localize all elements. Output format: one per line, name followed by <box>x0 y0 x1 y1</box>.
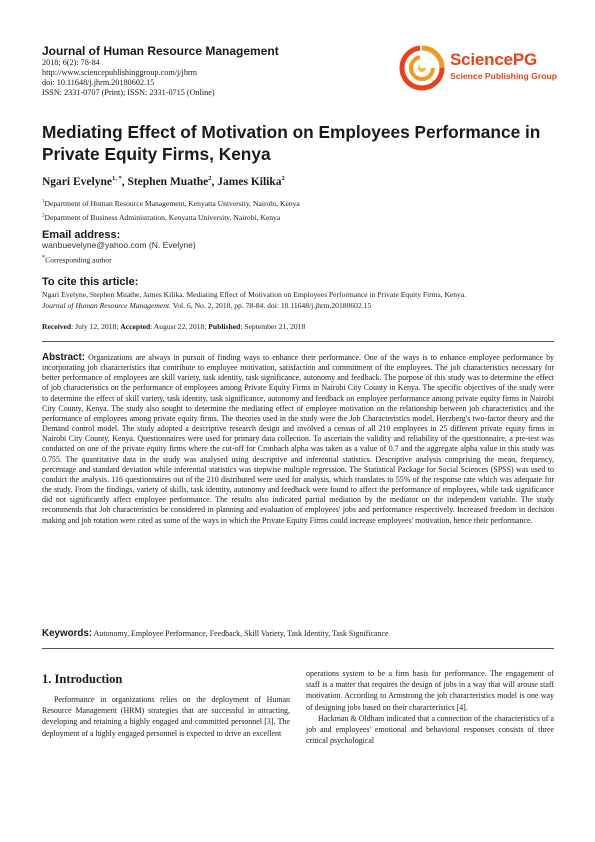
keywords-label: Keywords: <box>42 628 93 639</box>
affiliation <box>42 199 300 208</box>
accepted-date: : August 22, 2018; <box>150 322 209 331</box>
author-superscript: 2 <box>208 175 212 182</box>
affiliation-number: 1 <box>42 199 45 205</box>
accepted-label: Accepted <box>120 322 151 331</box>
cite-line-2 <box>42 301 371 310</box>
published-date: : September 21, 2018 <box>240 322 306 331</box>
author-superscript: 1, * <box>111 175 122 182</box>
paragraph: Performance in organizations relies on the deployment of Human Resource Management (HRM) strategies that are successful in attracting, developing and retaining a highly engaged and committed personnel [3]. The deployment of a highly engaged personnel is expected to drive an excellent <box>42 695 290 738</box>
sciencepg-logo <box>398 44 578 90</box>
paragraph: operations system to be a firm basis for performance. The engagement of staff is a matter that requires the design of jobs in a way that will arouse staff motivation. According to Armstrong the job characteristics model is one way of designing jobs based on their characteristics [4]. <box>306 669 554 712</box>
author-name: Stephen Muathe <box>127 175 209 188</box>
cite-line-1: Ngari Evelyne, Stephen Muathe, James Kilika. Mediating Effect of Motivation on Employees Performance in Private Equity Firms, Kenya. <box>42 290 467 299</box>
corresponding-text: Corresponding author <box>45 255 112 265</box>
issn-line: ISSN: 2331-0707 (Print); ISSN: 2331-0715 (Online) <box>42 88 215 97</box>
received-date: : July 12, 2018; <box>71 322 121 331</box>
cite-details: Vol. 6, No. 2, 2018, pp. 78-84. doi: 10.11648/j.jhrm.20180602.15 <box>171 301 372 310</box>
divider <box>42 648 554 649</box>
volume-line: 2018; 6(2): 78-84 <box>42 58 100 67</box>
section-heading: 1. Introduction <box>42 672 123 686</box>
cite-journal: Journal of Human Resource Management. <box>42 301 171 310</box>
email-heading: Email address: <box>42 229 121 241</box>
published-label: Published <box>208 322 241 331</box>
divider <box>42 341 554 342</box>
abstract <box>42 353 554 526</box>
email-address[interactable]: wanbuevelyne@yahoo.com (N. Evelyne) <box>42 240 196 250</box>
doi-line: doi: 10.11648/j.jhrm.20180602.15 <box>42 78 155 87</box>
affiliation-text: Department of Human Resource Management, Kenyatta University, Nairobi, Kenya <box>44 199 300 208</box>
journal-url[interactable]: http://www.sciencepublishinggroup.com/j/jhrm <box>42 68 198 77</box>
received-label: Received <box>42 322 72 331</box>
sciencepg-logo-icon <box>398 44 446 92</box>
abstract-text: Organizations are always in pursuit of finding ways to enhance their performance. One of the ways is to enhance employee performance by incorporating job characteristics that contribute to employee motivation, satisfaction and commitment of the employees. The job characteristics necessary for better performance of employees are skill variety, task identity, task significance, autonomy and feedback. The purpose of this study was to determine the effect of job characteristics on the performance of employees among Private Equity Firms in Nairobi City County in Kenya. The specific objectives of the study were to determine the effect of skill variety, task identity, task significance, autonomy and feedback on employee performance among private equity firms in Nairobi City County, Kenya. The study also sought to determine the mediating effect of employee motivation on the relationship between job characteristics and the performance of employees among private equity firms. The theories used in the study were the Job Characteristics model, Herzberg's two-factor theory and the Demand control model. The study adopted a descriptive research design and involved a census of all 210 employees in 25 different private equity firms in Nairobi City County, Kenya. Questionnaires were used for primary data collection. To ascertain the validity and reliability of the questionnaire, a pre-test was conducted on one of the private equity firms where the cut-off for Cronbach alpha was taken as a value of 0.7 and the aggregate alpha value in this study was 0.755. The quantitative data in the study was analysed using descriptive and inferential statistics. Descriptive analysis comprising the mean, frequency, percentage and standard deviation while inferential statistics was stepwise multiple regression. The Statistical Package for Social Sciences (SPSS) was used to conduct the analysis. 116 questionnaires out of the 210 distributed were used for analysis, which translates to 55% of the response rate which was adequate for the study. From the findings, variety of skills, task identity, autonomy and feedback were found to affect the performance of employees, while task significance did not significantly affect employee performance. The results also indicated partial mediation by the mediator on the independent variable. The study recommends that Job characteristics be considered in planning and evaluation of employees' jobs and performance respectively. Increased freedom in decision making and job rotation were cited as some of the ways in which the Private Equity Firms could increase employees' motivation, hence their performance. <box>42 353 555 525</box>
author-name: Ngari Evelyne <box>42 175 112 188</box>
publication-dates <box>42 322 305 331</box>
keywords-text: Autonomy, Employee Performance, Feedback, Skill Variety, Task Identity, Task Significance <box>93 629 389 638</box>
journal-title: Journal of Human Resource Management <box>42 44 279 58</box>
affiliation-number: 2 <box>42 213 45 219</box>
logo-subtitle: Science Publishing Group <box>450 71 557 81</box>
author-superscript: 2 <box>281 175 285 182</box>
author-list: Ngari Evelyne$^{1, *}$, Stephen Muathe$^2$, James Kilika$^2$ <box>42 175 285 188</box>
paper-title: Mediating Effect of Motivation on Employees Performance in Private Equity Firms, Kenya <box>42 122 541 164</box>
affiliation-text: Department of Business Administration, Kenyatta University, Nairobi, Kenya <box>44 213 281 222</box>
column-left <box>42 694 290 739</box>
corresponding-note <box>42 254 112 265</box>
affiliation <box>42 213 280 222</box>
logo-name: SciencePG <box>450 50 538 69</box>
cite-heading: To cite this article: <box>42 276 139 288</box>
corresponding-mark: * <box>42 254 46 261</box>
keywords <box>42 628 554 639</box>
column-right <box>306 668 554 746</box>
abstract-label: Abstract: <box>42 352 86 363</box>
paragraph: Hackman & Oldham indicated that a connection of the characteristics of a job and employees' emotional and behavioral responses consists of three critical psychological <box>306 713 554 746</box>
author-name: James Kilika <box>217 175 282 188</box>
